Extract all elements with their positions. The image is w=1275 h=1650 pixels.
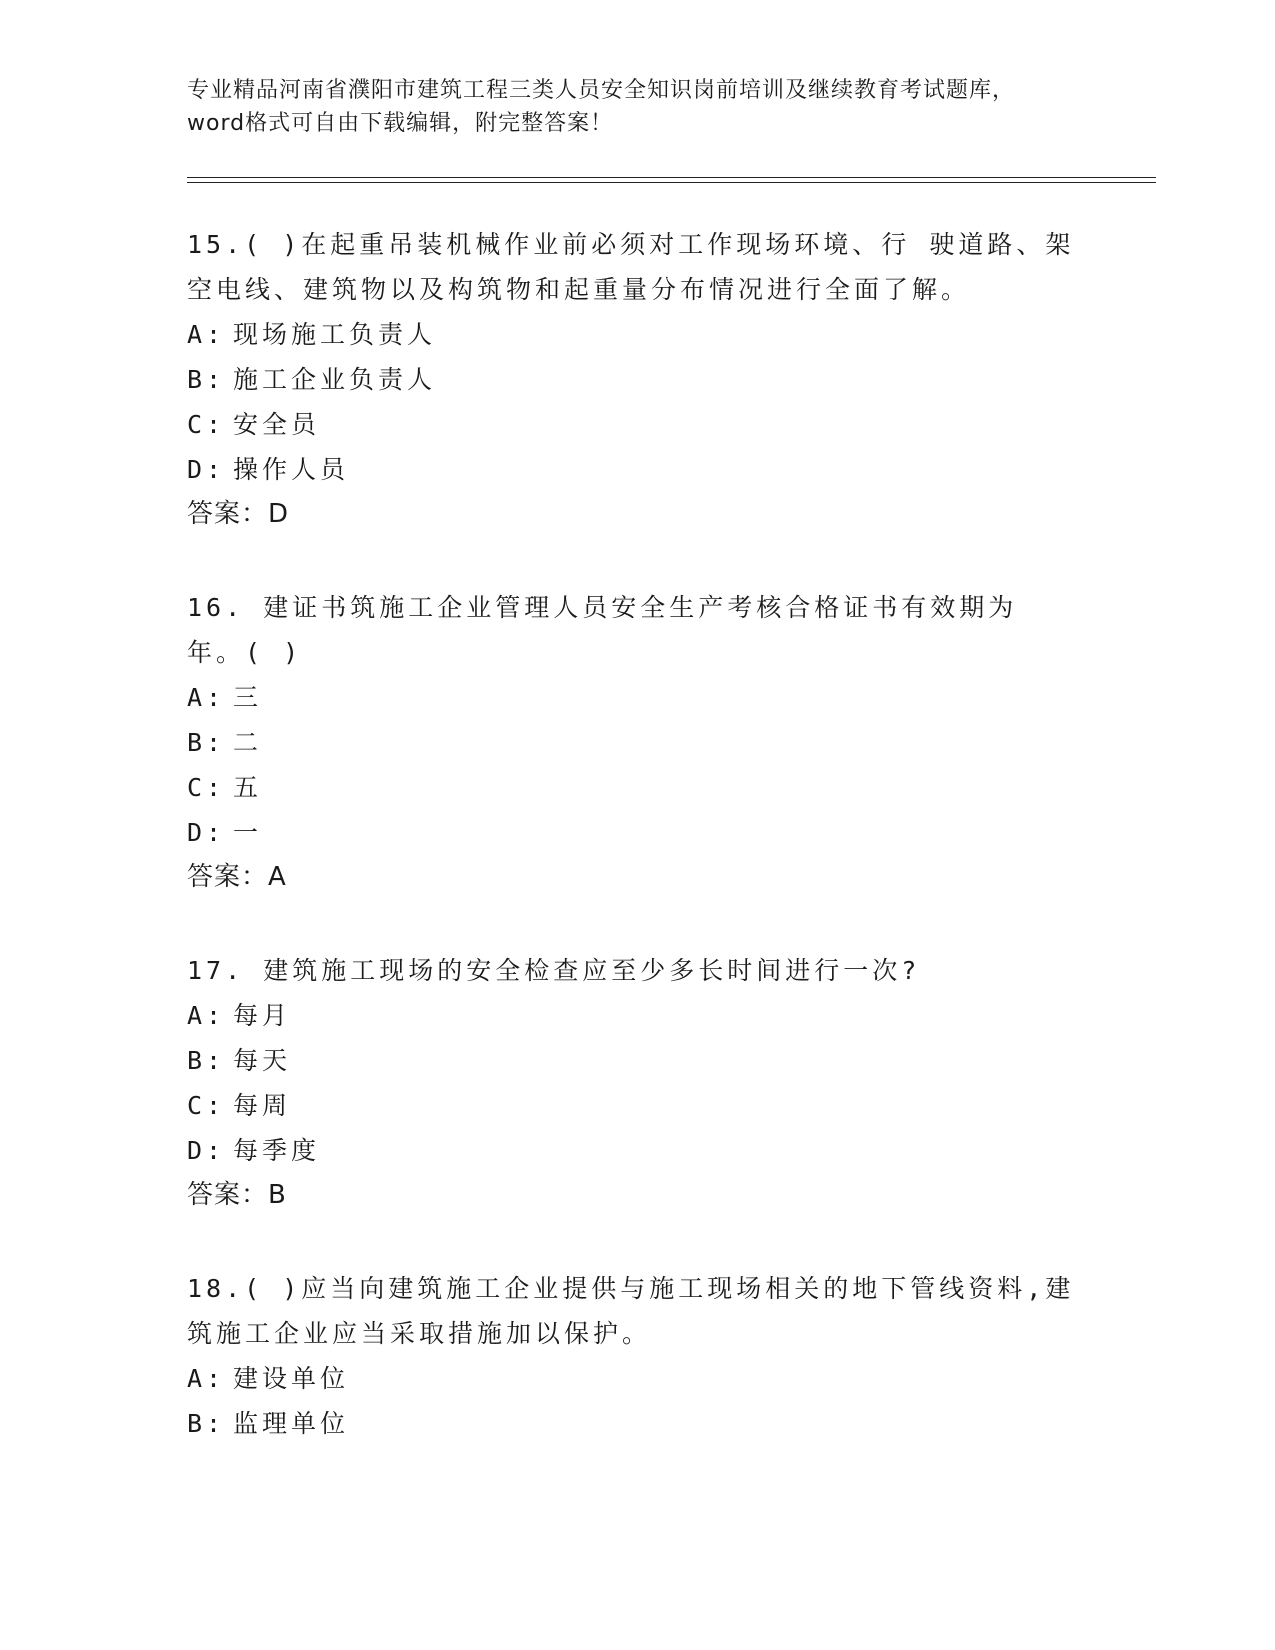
option-text: 施工企业负责人 [233,365,437,394]
option-letter: D: [187,1136,226,1165]
option-text: 每天 [233,1046,292,1075]
header-line-1: 专业精品河南省濮阳市建筑工程三类人员安全知识岗前培训及继续教育考试题库， [187,78,1016,103]
option-c [187,402,1087,447]
option-text: 建设单位 [233,1364,350,1393]
question-16 [187,585,1087,900]
option-letter: A: [187,1001,226,1030]
option-text: 每周 [233,1091,292,1120]
option-d [187,810,1087,855]
option-b [187,1038,1087,1083]
option-text: 一 [233,818,263,847]
question-text-line: 筑施工企业应当采取措施加以保护。 [187,1319,652,1348]
option-b [187,720,1087,765]
option-letter: B: [187,728,226,757]
question-17 [187,948,1087,1218]
question-15 [187,222,1087,537]
option-letter: A: [187,320,226,349]
option-letter: A: [187,683,226,712]
option-b [187,357,1087,402]
option-text: 二 [233,728,263,757]
question-text-line: 年。( ) [187,638,303,667]
answer-line: 答案：D [187,499,290,529]
option-letter: B: [187,1046,226,1075]
option-letter: C: [187,410,226,439]
answer-line: 答案：B [187,1180,287,1210]
option-a [187,993,1087,1038]
header-rule-top [187,177,1156,178]
option-d [187,1128,1087,1173]
option-text: 现场施工负责人 [233,320,437,349]
header-line-2: word格式可自由下载编辑，附完整答案！ [187,111,614,136]
option-c [187,765,1087,810]
option-a [187,675,1087,720]
option-letter: C: [187,1091,226,1120]
header-rule-bottom [187,182,1156,183]
option-a [187,312,1087,357]
option-text: 每季度 [233,1136,321,1165]
option-d [187,447,1087,492]
question-18 [187,1266,1087,1446]
answer-line: 答案：A [187,862,287,892]
option-b [187,1401,1087,1446]
question-text-line: 18.( )应当向建筑施工企业提供与施工现场相关的地下管线资料,建 [187,1274,1075,1303]
option-c [187,1083,1087,1128]
question-text-line: 15.( )在起重吊装机械作业前必须对工作现场环境、行 驶道路、架 [187,230,1075,259]
option-letter: D: [187,818,226,847]
option-text: 操作人员 [233,455,350,484]
option-text: 三 [233,683,263,712]
option-letter: B: [187,365,226,394]
question-text-line: 16. 建证书筑施工企业管理人员安全生产考核合格证书有效期为 [187,593,1018,622]
option-letter: B: [187,1409,226,1438]
option-letter: A: [187,1364,226,1393]
option-letter: C: [187,773,226,802]
option-text: 五 [233,773,263,802]
option-letter: D: [187,455,226,484]
option-a [187,1356,1087,1401]
question-text-line: 空电线、建筑物以及构筑物和起重量分布情况进行全面了解。 [187,275,971,304]
option-text: 安全员 [233,410,321,439]
document-header [187,74,1087,140]
option-text: 每月 [233,1001,292,1030]
option-text: 监理单位 [233,1409,350,1438]
question-text-line: 17. 建筑施工现场的安全检查应至少多长时间进行一次? [187,956,921,985]
